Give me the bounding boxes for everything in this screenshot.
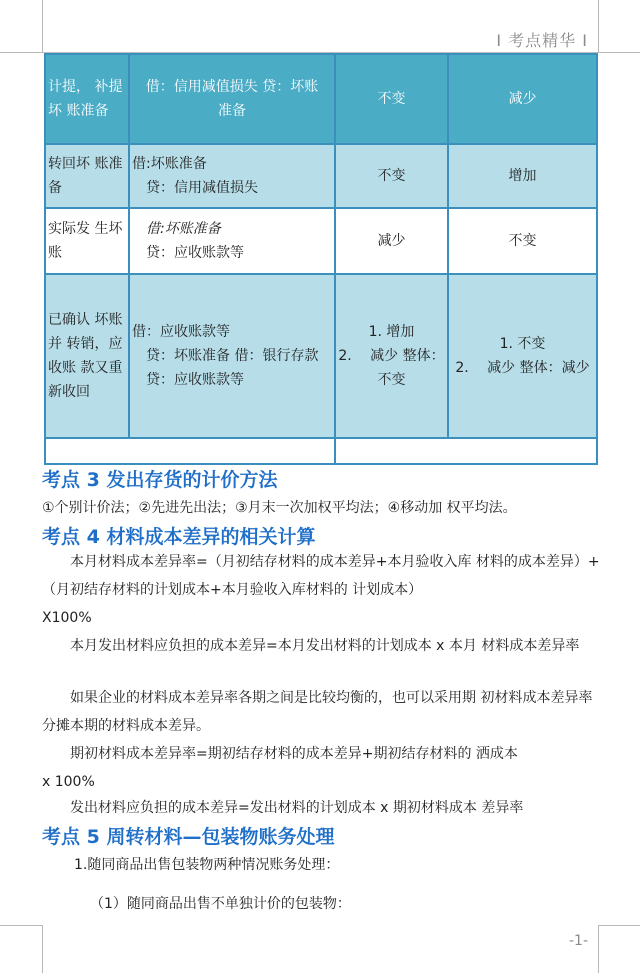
entry-line: 贷：信用减值损失 [146, 180, 258, 196]
effect-line: 2. 减少 整体：不变 [338, 348, 445, 388]
list-item: （1）随同商品出售不单独计价的包装物： [90, 896, 351, 912]
table-cell-entry [129, 208, 335, 274]
table-cell-effect-b: 增加 [448, 144, 597, 208]
table-cell-event: 计提， 补提坏 账准备 [45, 54, 129, 144]
effect-line: 1. 不变 [499, 336, 546, 352]
crop-mark-top-right-v [598, 0, 599, 52]
table-row [45, 438, 597, 464]
table-row [45, 208, 597, 274]
paragraph-opening-rate: 期初材料成本差异率=期初结存材料的成本差异+期初结存材料的 洒成本 [70, 746, 518, 762]
section-3-text: ①个别计价法；②先进先出法；③月末一次加权平均法；④移动加 权平均法。 [42, 500, 517, 516]
table-cell-effect-b: 减少 [448, 54, 597, 144]
table-cell-entry [129, 144, 335, 208]
paragraph-balanced-rate: 如果企业的材料成本差异率各期之间是比较均衡的，也可以采用期 初材料成本差异率分摊本期的材料成本差异。 [42, 690, 593, 734]
crop-mark-bottom-left-h [0, 925, 42, 926]
table-cell-event: 已确认 坏账并 转销，应收账 款又重 新收回 [45, 274, 129, 438]
entry-line: 准备 [218, 103, 246, 119]
table-row [45, 274, 597, 438]
crop-mark-bottom-right-h [598, 925, 640, 926]
page-header: I 考点精华 I [496, 31, 588, 50]
table-cell-effect-a: 不变 [335, 54, 448, 144]
section-title-4: 考点 4 材料成本差异的相关计算 [42, 526, 316, 548]
table-cell-effect-a [335, 274, 448, 438]
paragraph-issued-opening-variance: 发出材料应负担的成本差异=发出材料的计划成本 x 期初材料成本 差异率 [70, 800, 524, 816]
effect-line: 1. 增加 [368, 324, 415, 340]
entry-line: 借：信用减值损失 贷：坏账 [145, 79, 319, 95]
entry-line: 借:坏账准备 [132, 156, 207, 172]
effect-line: 2. 减少 整体：减少 [455, 360, 590, 376]
table-cell-empty [335, 438, 597, 464]
crop-mark-bottom-left-v [42, 925, 43, 973]
entry-line: 贷：应收账款等 [146, 372, 244, 388]
table-cell-entry [129, 274, 335, 438]
bad-debt-table [44, 53, 598, 465]
table-cell-effect-a: 不变 [335, 144, 448, 208]
paragraph-opening-rate-end: x 100% [42, 774, 95, 790]
entry-line: 借：应收账款等 [132, 324, 230, 340]
table-cell-effect-a: 减少 [335, 208, 448, 274]
crop-mark-top-left-v [42, 0, 43, 52]
table-cell-effect-b: 不变 [448, 208, 597, 274]
list-item: 1.随同商品出售包装物两种情况账务处理： [74, 857, 340, 873]
crop-mark-top-left-h [0, 52, 42, 53]
crop-mark-top-right-h [598, 52, 640, 53]
paragraph-issued-variance: 本月发出材料应负担的成本差异=本月发出材料的计划成本 x 本月 材料成本差异率 [70, 638, 580, 654]
page-number: -1- [568, 933, 588, 949]
table-cell-empty [45, 438, 335, 464]
table-cell-event: 转回坏 账准备 [45, 144, 129, 208]
section-title-5: 考点 5 周转材料—包装物账务处理 [42, 826, 335, 848]
crop-mark-bottom-right-v [598, 925, 599, 973]
table-cell-entry [129, 54, 335, 144]
paragraph-variance-rate: 本月材料成本差异率=（月初结存材料的成本差异+本月验收入库 材料的成本差异）+（月初结存材料的计划成本+本月验收入库材料的 计划成本） [42, 554, 600, 598]
paragraph-variance-rate-end: X100% [42, 610, 92, 626]
entry-line: 贷：坏账准备 借：银行存款 [146, 348, 319, 364]
section-title-3: 考点 3 发出存货的计价方法 [42, 469, 278, 491]
table-row [45, 144, 597, 208]
entry-line: 借:坏账准备 [146, 221, 221, 237]
table-cell-event: 实际发 生坏账 [45, 208, 129, 274]
table-cell-effect-b [448, 274, 597, 438]
table-row [45, 54, 597, 144]
entry-line: 贷：应收账款等 [146, 245, 244, 261]
